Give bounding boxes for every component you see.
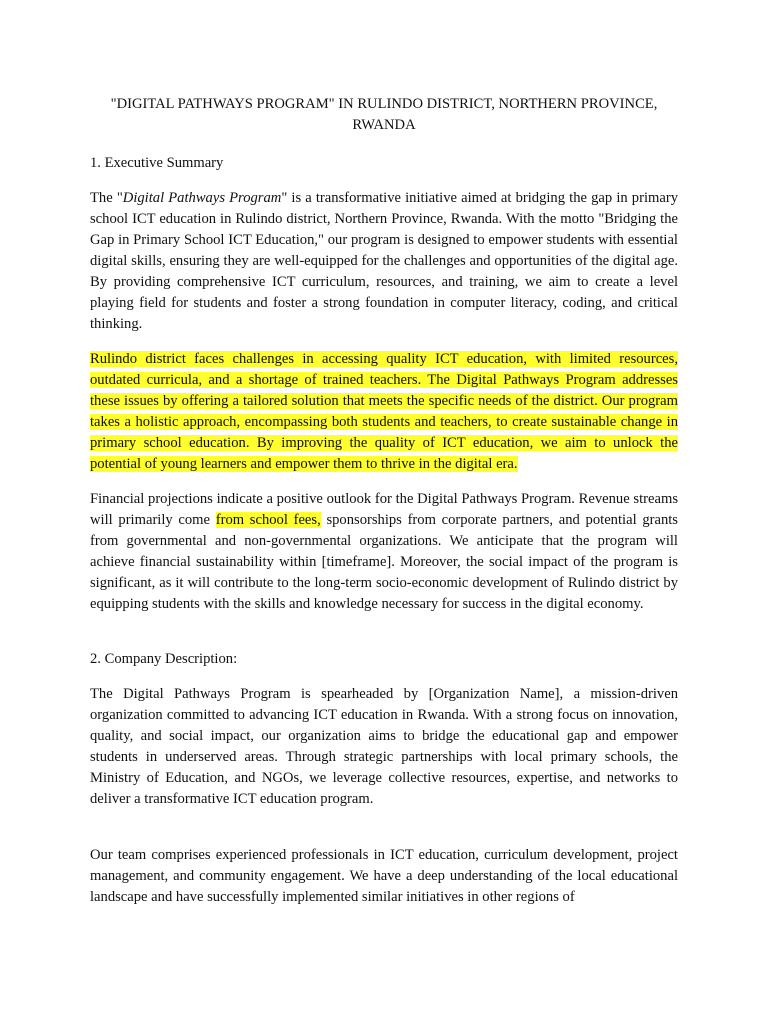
exec-summary-paragraph-1 [90,188,678,335]
exec-p1-lead: The " [90,190,123,206]
exec-p3-part-b: sponsorships from corporate partners, and potential grants from governmental and non-governmental organizations. We anticipate that the program will achieve financial sustainability within [timeframe]. Moreover, the social impact of the program is significant, as it will contribute to the long-term socio-economic development of Rulindo district by equipping students with the skills and knowledge necessary for success in the digital economy. [90,512,678,612]
exec-p1-rest: " is a transformative initiative aimed at bridging the gap in primary school ICT education in Rulindo district, Northern Province, Rwanda. With the motto "Bridging the Gap in Primary School ICT Education," our program is designed to empower students with essential digital skills, ensuring they are well-equipped for the challenges and opportunities of the digital age. By providing comprehensive ICT curriculum, resources, and training, we aim to create a level playing field for students and foster a strong foundation in computer literacy, coding, and critical thinking. [90,190,678,332]
document-title: "DIGITAL PATHWAYS PROGRAM" IN RULINDO DISTRICT, NORTHERN PROVINCE, RWANDA [110,96,658,133]
section-heading-executive-summary: 1. Executive Summary [90,155,224,171]
program-name-italic: Digital Pathways Program [122,190,282,206]
exec-p3-part-a: Financial projections indicate a positive outlook for the Digital Pathways Program. Revenue streams will primarily come [90,491,678,528]
document-page [90,94,678,908]
company-paragraph-2: Our team comprises experienced professionals in ICT education, curriculum development, project management, and community engagement. We have a deep understanding of the local educational landscape and have successfully implemented similar initiatives in other regions of [90,847,678,905]
highlighted-text: Rulindo district faces challenges in accessing quality ICT education, with limited resources, outdated curricula, and a shortage of trained teachers. The Digital Pathways Program addresses these issues by offering a tailored solution that meets the specific needs of the district. Our program takes a holistic approach, encompassing both students and teachers, to create sustainable change in primary school education. By improving the quality of ICT education, we aim to unlock the potential of young learners and empower them to thrive in the digital era. [90,351,678,472]
section-heading-company-description: 2. Company Description: [90,651,238,667]
exec-summary-paragraph-2 [90,349,678,475]
highlighted-text-school-fees: from school fees, [215,512,321,528]
company-paragraph-1: The Digital Pathways Program is spearheaded by [Organization Name], a mission-driven organization committed to advancing ICT education in Rwanda. With a strong focus on innovation, quality, and social impact, our organization aims to bridge the educational gap and empower students in underserved areas. Through strategic partnerships with local primary schools, the Ministry of Education, and NGOs, we leverage collective resources, expertise, and networks to deliver a transformative ICT education program. [90,686,678,807]
exec-summary-paragraph-3 [90,489,678,615]
